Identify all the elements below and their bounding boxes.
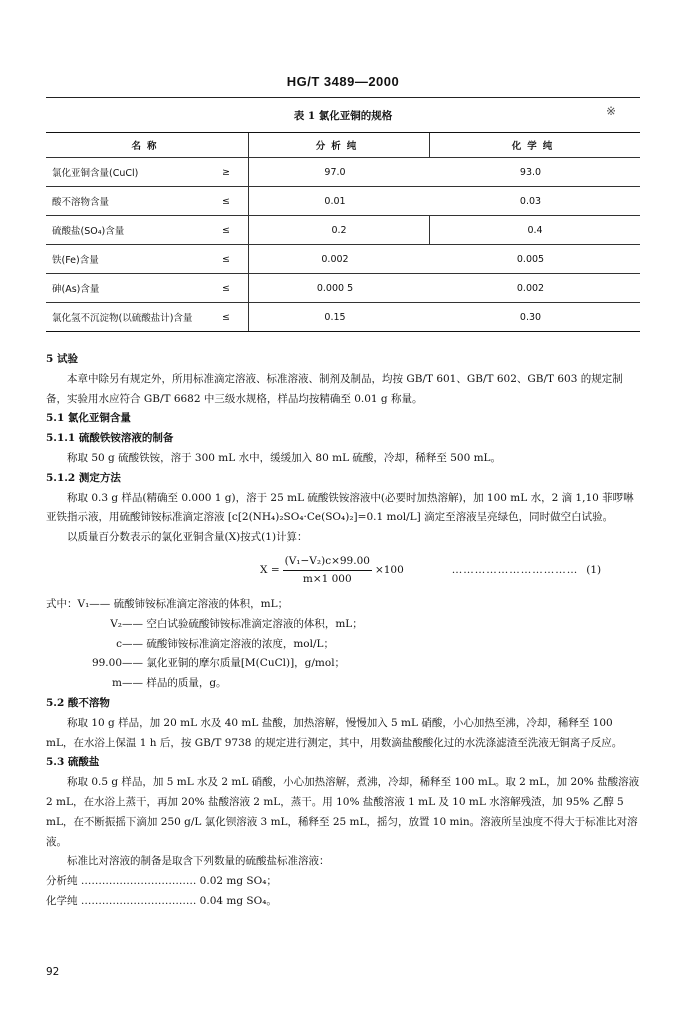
header-rule [46, 97, 640, 98]
row-value-merged [249, 274, 641, 303]
standard-solution-intro: 标准比对溶液的制备是取含下列数量的硫酸盐标准溶液： [67, 855, 330, 868]
row-value-ar: 97.0 [324, 166, 346, 178]
standard-analytical-grade: 分析纯 …………………………… 0.02 mg SO₄； [46, 875, 277, 888]
row-name: 氯化氢不沉淀物(以硫酸盐计)含量 [46, 303, 204, 332]
column-header-name: 名称 [46, 133, 249, 158]
section-5-heading: 5 试验 [46, 353, 78, 365]
row-name: 砷(As)含量 [46, 274, 204, 303]
row-operator: ≤ [204, 274, 249, 303]
section-5-1-heading: 5.1 氯化亚铜含量 [46, 412, 131, 425]
document-code-header: HG/T 3489—2000 [286, 74, 400, 89]
formula-numerator: (V₁−V₂)c×99.00 [283, 553, 372, 571]
table-row [46, 245, 640, 274]
definition-row [46, 615, 640, 635]
definition-row [46, 635, 640, 655]
margin-mark: ※ [606, 104, 617, 118]
table-row [46, 274, 640, 303]
formula-leader-dots: …………………………… [451, 564, 579, 577]
table-row [46, 216, 640, 245]
row-value-cp: 0.002 [516, 282, 545, 294]
table-header-row [46, 133, 640, 158]
page-number: 92 [46, 966, 60, 978]
definition-text: —— 硫酸铈铵标准滴定溶液的体积，mL； [89, 597, 289, 610]
formula-1 [46, 549, 640, 593]
formula-denominator: m×1 000 [302, 573, 352, 586]
row-value-ar: 0.01 [324, 195, 346, 207]
row-value-merged [249, 303, 641, 332]
definition-text: —— 空白试验硫酸铈铵标准滴定溶液的体积，mL； [122, 617, 363, 630]
section-5-1-2-text: 称取 0.3 g 样品(精确至 0.000 1 g)，溶于 25 mL 硫酸铁铵溶液中(必要时加热溶解)，加 100 mL 水，2 滴 1,10 菲啰啉 亚铁指示液，用硫酸铈铵标准滴定溶液 [c[2(NH₄)₂SO₄·Ce(SO₄)₂]=0.1 mol/L] 滴定至溶液呈亮绿色，同时做空白试验。 [46, 491, 634, 524]
row-operator: ≥ [204, 158, 249, 187]
row-value-cp: 0.005 [516, 253, 545, 265]
section-5-1-1-heading: 5.1.1 硫酸铁铵溶液的制备 [46, 432, 174, 445]
definition-text: —— 氯化亚铜的摩尔质量[M(CuCl)]，g/mol； [122, 657, 346, 670]
definition-row [46, 595, 640, 615]
row-value-merged [249, 187, 641, 216]
row-value-merged [249, 158, 641, 187]
row-operator: ≤ [204, 216, 249, 245]
definition-symbol: m [112, 677, 122, 690]
column-header-cp: 化学纯 [430, 133, 641, 158]
symbol-definitions [46, 595, 640, 694]
definition-symbol: 99.00 [91, 657, 122, 670]
formula-number: (1) [586, 564, 602, 577]
definition-symbol: V₁ [77, 597, 90, 610]
section-5-intro: 本章中除另有规定外，所用标准滴定溶液、标准溶液、制剂及制品，均按 GB/T 601、GB/T 602、GB/T 603 的规定制备，实验用水应符合 GB/T 6682 中三级水规格，样品均按精确至 0.01 g 称量。 [46, 372, 623, 405]
row-operator: ≤ [204, 303, 249, 332]
formula-rhs: ×100 [374, 564, 404, 577]
definition-row [46, 674, 640, 694]
definitions-lead: 式中： [46, 597, 78, 610]
row-name: 氯化亚铜含量(CuCl) [46, 158, 204, 187]
row-value-ar: 0.000 5 [316, 282, 354, 294]
row-value-cp: 0.4 [430, 216, 641, 245]
definition-symbol: c [116, 637, 122, 650]
formula-fraction [283, 553, 372, 588]
row-value-cp: 93.0 [519, 166, 542, 178]
row-value-merged [249, 245, 641, 274]
section-5-1-1-text: 称取 50 g 硫酸铁铵，溶于 300 mL 水中，缓缓加入 80 mL 硫酸，冷却，稀释至 500 mL。 [67, 451, 502, 464]
table-row [46, 187, 640, 216]
row-value-cp: 0.03 [519, 195, 542, 207]
definition-row [46, 654, 640, 674]
section-5-3-heading: 5.3 硫酸盐 [46, 756, 100, 769]
section-5-1-2-heading: 5.1.2 测定方法 [46, 471, 121, 484]
definition-symbol: V₂ [110, 617, 122, 630]
section-5-2-text: 称取 10 g 样品，加 20 mL 水及 40 mL 盐酸，加热溶解，慢慢加入 5 mL 硝酸，小心加热至沸，冷却，稀释至 100 mL，在水浴上保温 1 h 后，按 GB/T 9738 的规定进行测定，其中，用数滴盐酸酸化过的水洗涤滤渣至洗液无铜离子反应。 [46, 716, 623, 749]
specification-table [46, 132, 640, 332]
table-title: 表 1 氯化亚铜的规格 [293, 110, 393, 122]
section-5-2-heading: 5.2 酸不溶物 [46, 696, 110, 709]
row-value-ar: 0.2 [249, 216, 430, 245]
standard-chemical-grade: 化学纯 …………………………… 0.04 mg SO₄。 [46, 894, 277, 907]
row-value-ar: 0.15 [324, 311, 346, 323]
table-row [46, 303, 640, 332]
row-name: 酸不溶物含量 [46, 187, 204, 216]
row-operator: ≤ [204, 187, 249, 216]
section-5-3-text: 称取 0.5 g 样品，加 5 mL 水及 2 mL 硝酸，小心加热溶解，煮沸，冷却，稀释至 100 mL。取 2 mL，加 20% 盐酸溶液 2 mL，在水浴上蒸干，再加 20% 盐酸溶液 2 mL，蒸干。用 10% 盐酸溶液 1 mL 及 10 mL 水溶解残渣，加 95% 乙醇 5 mL，在不断振摇下滴加 250 g/L 氯化钡溶液 3 mL，稀释至 25 mL，摇匀，放置 10 min。溶液所呈浊度不得大于标准比对溶液。 [46, 776, 640, 848]
formula-lhs: X = [260, 564, 280, 577]
row-name: 硫酸盐(SO₄)含量 [46, 216, 204, 245]
definition-text: —— 样品的质量，g。 [122, 677, 227, 690]
row-value-cp: 0.30 [519, 311, 542, 323]
definition-text: —— 硫酸铈铵标准滴定溶液的浓度，mol/L； [122, 637, 334, 650]
calculation-intro: 以质量百分数表示的氯化亚铜含量(X)按式(1)计算： [67, 531, 308, 544]
row-value-ar: 0.002 [321, 253, 349, 265]
column-header-ar: 分析纯 [249, 133, 430, 158]
table-row [46, 158, 640, 187]
body-text [46, 350, 640, 912]
row-operator: ≤ [204, 245, 249, 274]
row-name: 铁(Fe)含量 [46, 245, 204, 274]
